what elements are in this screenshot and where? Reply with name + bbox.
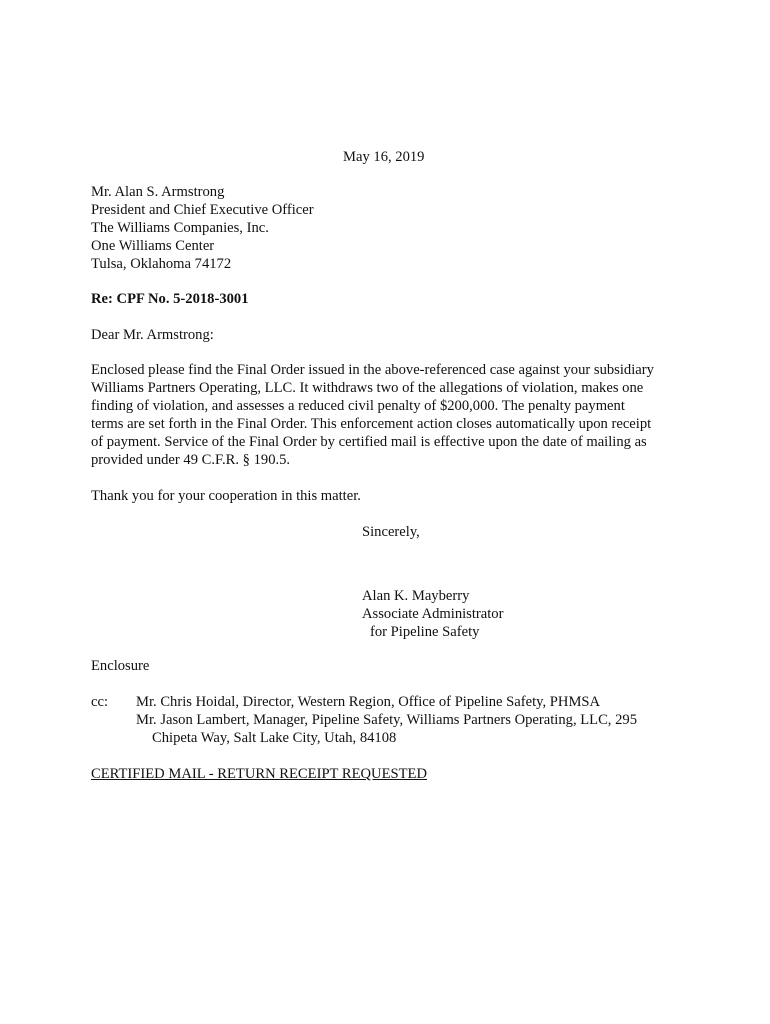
cc-entry: Mr. Chris Hoidal, Director, Western Region, Office of Pipeline Safety, PHMSA — [136, 694, 601, 710]
body-line: provided under 49 C.F.R. § 190.5. — [91, 452, 291, 468]
signatory-name: Alan K. Mayberry — [362, 588, 470, 604]
signatory-title: Associate Administrator — [362, 606, 504, 622]
signatory-title-continued: for Pipeline Safety — [370, 624, 480, 640]
body-line: of payment. Service of the Final Order by certified mail is effective upon the date of mailing as — [91, 434, 647, 450]
thanks-line: Thank you for your cooperation in this matter. — [91, 488, 361, 504]
certified-mail-text: CERTIFIED MAIL - RETURN RECEIPT REQUESTED — [91, 766, 427, 782]
closing: Sincerely, — [362, 524, 420, 540]
body-line: Enclosed please find the Final Order issued in the above-referenced case against your subsidiary — [91, 362, 654, 378]
re-line: Re: CPF No. 5-2018-3001 — [91, 291, 249, 307]
recipient-title: President and Chief Executive Officer — [91, 202, 314, 218]
cc-list — [136, 693, 637, 747]
recipient-name: Mr. Alan S. Armstrong — [91, 184, 225, 200]
recipient-street: One Williams Center — [91, 238, 215, 254]
body-line: finding of violation, and assesses a reduced civil penalty of $200,000. The penalty payment — [91, 398, 625, 414]
cc-entry: Mr. Jason Lambert, Manager, Pipeline Safety, Williams Partners Operating, LLC, 295 — [136, 712, 637, 728]
cc-label: cc: — [91, 694, 109, 710]
recipient-company: The Williams Companies, Inc. — [91, 220, 269, 236]
recipient-city: Tulsa, Oklahoma 74172 — [91, 256, 232, 272]
letter-date: May 16, 2019 — [343, 149, 425, 165]
certified-mail-notice — [91, 765, 427, 783]
body-paragraph — [91, 361, 654, 469]
salutation: Dear Mr. Armstrong: — [91, 327, 214, 343]
body-line: terms are set forth in the Final Order. This enforcement action closes automatically upon receipt — [91, 416, 652, 432]
signature-block — [362, 587, 503, 641]
body-line: Williams Partners Operating, LLC. It withdraws two of the allegations of violation, makes one — [91, 380, 644, 396]
recipient-address — [91, 183, 314, 273]
enclosure-note: Enclosure — [91, 658, 150, 674]
cc-entry-continued: Chipeta Way, Salt Lake City, Utah, 84108 — [152, 730, 397, 746]
